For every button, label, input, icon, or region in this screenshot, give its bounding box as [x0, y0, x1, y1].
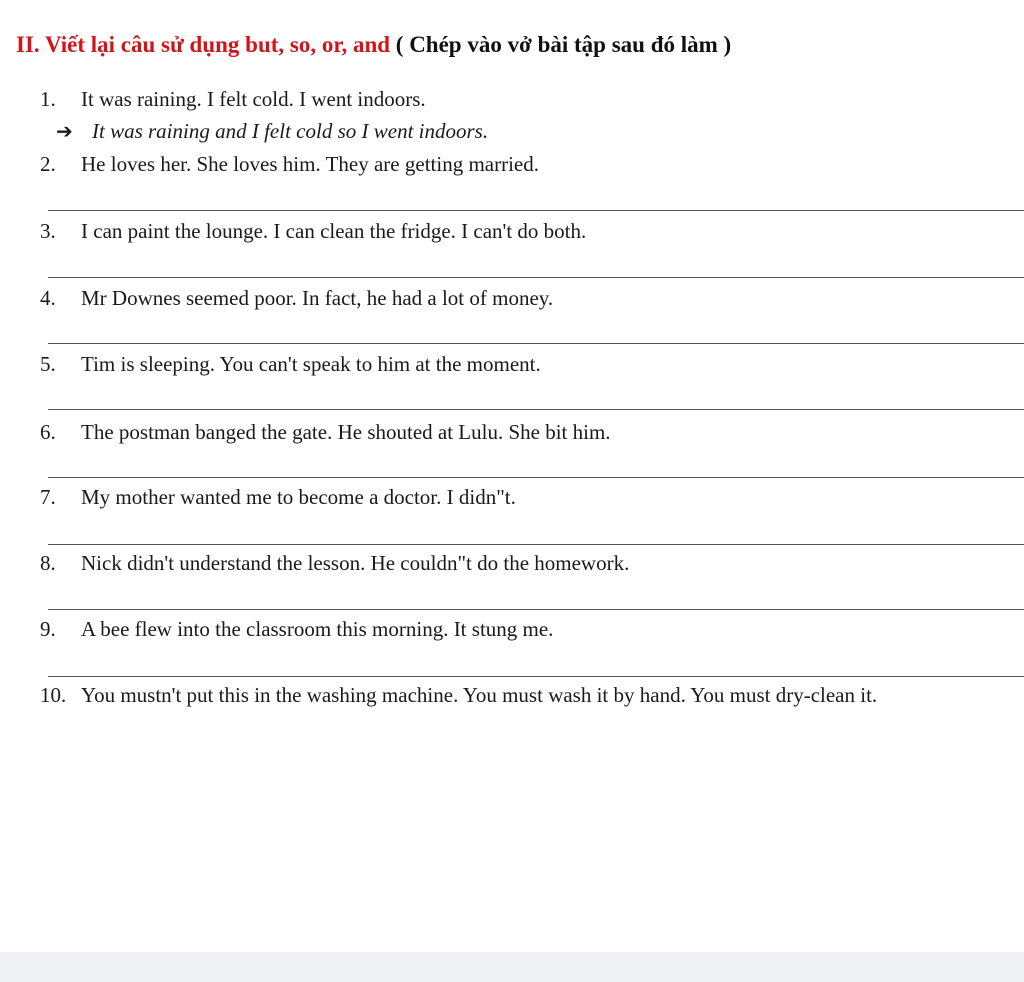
question-1	[40, 85, 426, 113]
answer-line[interactable]	[48, 210, 1024, 211]
exercise-heading	[16, 32, 731, 58]
viewer-footer	[0, 952, 1024, 982]
question-7	[40, 483, 516, 511]
heading-instruction: II. Viết lại câu sử dụng but, so, or, and	[16, 32, 391, 57]
question-number: 10.	[40, 683, 67, 707]
question-6	[40, 418, 611, 446]
question-text: It was raining. I felt cold. I went indoors.	[81, 87, 426, 111]
question-number: 4.	[40, 286, 56, 310]
question-text: The postman banged the gate. He shouted at Lulu. She bit him.	[81, 420, 611, 444]
answer-text: It was raining and I felt cold so I went indoors.	[92, 119, 489, 143]
question-9	[40, 615, 553, 643]
question-number: 2.	[40, 152, 56, 176]
question-number: 7.	[40, 485, 56, 509]
answer-line[interactable]	[48, 343, 1024, 344]
answer-line[interactable]	[48, 544, 1024, 545]
question-number: 1.	[40, 87, 56, 111]
question-number: 5.	[40, 352, 56, 376]
answer-line[interactable]	[48, 609, 1024, 610]
question-text: My mother wanted me to become a doctor. I didn"t.	[81, 485, 516, 509]
question-10	[40, 681, 1000, 709]
question-number: 3.	[40, 219, 56, 243]
answer-line[interactable]	[48, 676, 1024, 677]
question-text: He loves her. She loves him. They are getting married.	[81, 152, 539, 176]
question-text: Mr Downes seemed poor. In fact, he had a lot of money.	[81, 286, 554, 310]
question-text: A bee flew into the classroom this morning. It stung me.	[81, 617, 554, 641]
question-text: Tim is sleeping. You can't speak to him at the moment.	[81, 352, 541, 376]
question-4	[40, 284, 553, 312]
question-number: 9.	[40, 617, 56, 641]
answer-line[interactable]	[48, 277, 1024, 278]
arrow-right-icon: ➔	[56, 119, 73, 143]
answer-line[interactable]	[48, 477, 1024, 478]
question-number: 8.	[40, 551, 56, 575]
question-3	[40, 217, 586, 245]
question-8	[40, 549, 629, 577]
question-text: You mustn't put this in the washing machine. You must wash it by hand. You must dry-clean it.	[81, 683, 878, 707]
question-number: 6.	[40, 420, 56, 444]
question-text: I can paint the lounge. I can clean the fridge. I can't do both.	[81, 219, 587, 243]
example-answer	[56, 117, 488, 145]
question-2	[40, 150, 539, 178]
question-text: Nick didn't understand the lesson. He couldn"t do the homework.	[81, 551, 630, 575]
heading-note: ( Chép vào vở bài tập sau đó làm )	[395, 32, 732, 57]
question-5	[40, 350, 541, 378]
answer-line[interactable]	[48, 409, 1024, 410]
